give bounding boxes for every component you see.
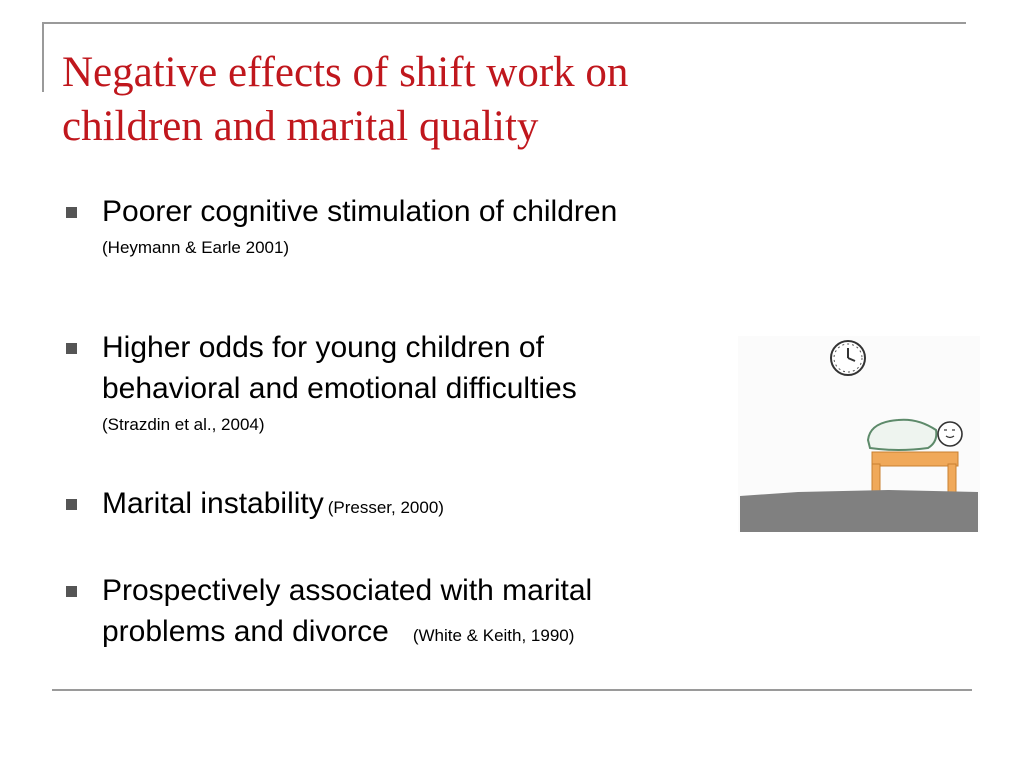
bullet-text-continued: problems and divorce [102,615,389,648]
drawing-svg [738,336,980,532]
sleeping-person-icon [868,420,962,450]
bullet-text-continued: behavioral and emotional difficulties [102,372,577,405]
bullet-text: Prospectively associated with marital [102,574,593,607]
bullet-citation: (Strazdin et al., 2004) [102,415,265,434]
frame-top-line [44,22,966,24]
bullet-marker-icon [66,343,77,354]
title-line-2: children and marital quality [62,103,539,150]
bullet-item [102,327,742,437]
title-line-1: Negative effects of shift work on [62,49,629,96]
bullet-item [102,483,742,524]
child-drawing-illustration [738,336,980,532]
bullet-citation: (White & Keith, 1990) [412,626,575,645]
bullet-citation: (Presser, 2000) [327,498,444,517]
ground-shape [740,490,978,532]
slide-title [62,46,822,154]
bullet-item [102,570,742,652]
bullet-text: Higher odds for young children of [102,331,544,364]
bullet-marker-icon [66,207,77,218]
frame-bottom-line [52,689,972,691]
bullet-marker-icon [66,499,77,510]
frame-left-line [42,22,44,92]
clock-icon [831,341,865,375]
bullet-marker-icon [66,586,77,597]
bullet-text: Marital instability [102,487,324,520]
bullet-text: Poorer cognitive stimulation of children [102,195,618,228]
bullet-item [102,191,742,260]
bullet-citation: (Heymann & Earle 2001) [102,238,290,257]
